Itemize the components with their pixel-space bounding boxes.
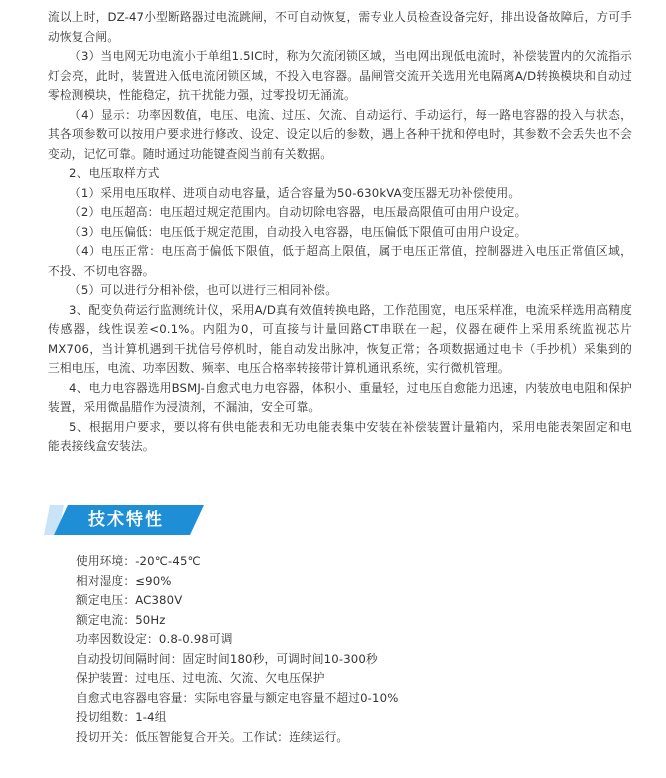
section-header: [44, 505, 204, 535]
paragraph: 流以上时，DZ-47小型断路器过电流跳闸，不可自动恢复，需专业人员检查设备完好，排出设备故障后，方可手动恢复合闸。: [48, 10, 632, 44]
paragraph: 5、根据用户要求，要以将有供电能表和无功电能表集中安装在补偿装置计量箱内，采用电能表架固定和电能表接线盒安装法。: [48, 419, 632, 453]
section-title: 技术特性: [88, 510, 164, 530]
spec-item: 保护装置：过电压、过电流、欠流、欠电压保护: [76, 671, 325, 685]
spec-item: 自动投切间隔时间：固定时间180秒，可调时间10-300秒: [76, 651, 378, 666]
spec-list: [76, 552, 616, 747]
spec-item: 投切开关：低压智能复合开关。工作试：连续运行。: [76, 729, 349, 744]
paragraph: （1）采用电压取样、进项自动电容量，适合容量为50-630kVA变压器无功补偿使用。: [69, 185, 521, 200]
spec-item: 额定电流：50Hz: [76, 612, 166, 627]
paragraph: （3）当电网无功电流小于单组1.5IC时，称为欠流闭锁区域，当电网出现低电流时，补偿装置内的欠流指示灯会亮，此时，装置进入低电流闭锁区域，不投入电容器。晶闸管交流开关选用光电隔离A/D转换模块和自动过零检测模块，性能稳定，抗干扰能力强，过零投切无涌流。: [48, 49, 632, 102]
spec-item: 额定电压：AC380V: [76, 593, 183, 607]
paragraph: 2、电压取样方式: [69, 166, 160, 180]
paragraph: （5）可以进行分相补偿，也可以进行三相同补偿。: [69, 283, 338, 297]
paragraph: 3、配变负荷运行监测统计仪，采用A/D真有效值转换电路，工作范围宽，电压采样准，电流采样选用高精度传感器，线性误差<0.1%。内阻为0，可直接与计量回路CT串联在一起，仪器在硬件上采用系统监视芯片MX706，当计算机遇到干扰信号停机时，能自动发出脉冲，恢复正常；各项数据通过电卡（手抄机）采集到的三相电压，电流、功率因数、频率、电压合格率转接带计算机通讯系统，实行微机管理。: [48, 302, 632, 375]
spec-item: 投切组数：1-4组: [76, 710, 167, 724]
paragraph: （3）电压偏低：电压低于规定范围，自动投入电容器，电压偏低下限值可由用户设定。: [69, 224, 527, 239]
body-text: [48, 8, 632, 457]
paragraph: （4）显示：功率因数值，电压、电流、过压、欠流、自动运行、手动运行，每一路电容器的投入与状态，其各项参数可以按用户要求进行修改、设定、设定以后的参数，遇上各种干扰和停电时，其参数不会丢失也不会变动，记忆可靠。随时通过功能键查阅当前有关数据。: [48, 107, 632, 161]
spec-item: 相对湿度：≤90%: [76, 573, 172, 588]
paragraph: （2）电压超高：电压超过规定范围内。自动切除电容器，电压最高限值可由用户设定。: [69, 205, 527, 219]
spec-item: 自愈式电容器电容量：实际电容量与额定电容量不超过0-10%: [76, 690, 399, 705]
paragraph: 4、电力电容器选用BSMJ-自愈式电力电容器，体积小、重量轻，过电压自愈能力迅速，内装放电电阻和保护装置，采用微晶腊作为浸渍剂，不漏油，安全可靠。: [48, 380, 632, 414]
spec-item: 功率因数设定：0.8-0.98可调: [76, 632, 233, 646]
spec-item: 使用环境：-20℃-45℃: [76, 554, 201, 568]
paragraph: （4）电压正常：电压高于偏低下限值，低于超高上限值，属于电压正常值，控制器进入电压正常值区域，不投、不切电容器。: [48, 244, 632, 278]
